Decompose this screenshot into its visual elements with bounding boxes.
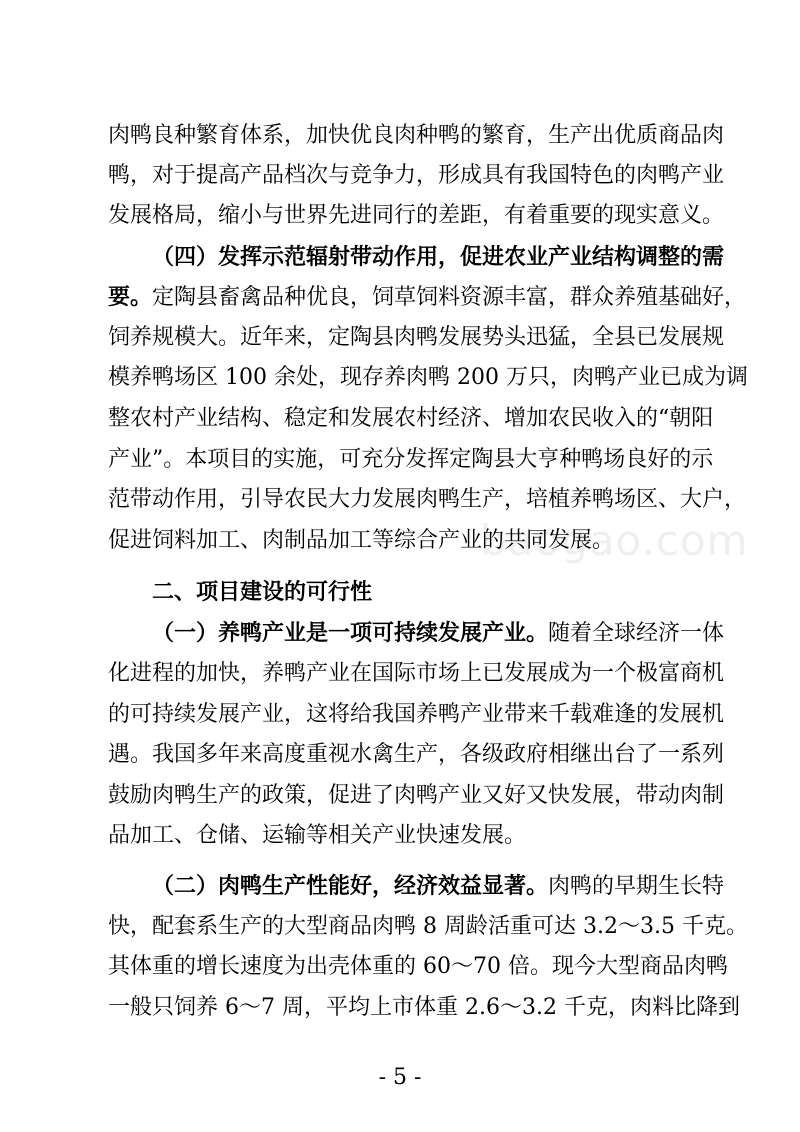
- text-span: 肉鸭的早期生长特: [548, 874, 725, 899]
- text-line: 化进程的加快，养鸭产业在国际市场上已发展成为一个极富商机: [108, 661, 725, 686]
- text-line: 产业”。本项目的实施，可充分发挥定陶县大亨种鸭场良好的示: [108, 447, 714, 472]
- text-line: 整农村产业结构、稳定和发展农村经济、增加农民收入的“朝阳: [108, 406, 714, 431]
- text-line: 的可持续发展产业，这将给我国养鸭产业带来千载难逢的发展机: [108, 702, 725, 727]
- text-line: 发展格局，缩小与世界先进同行的差距，有着重要的现实意义。: [108, 203, 725, 228]
- text-line: 遇。我国多年来高度重视水禽生产，各级政府相继出台了一系列: [108, 742, 725, 767]
- text-line: 品加工、仓储、运输等相关产业快速发展。: [108, 823, 527, 848]
- page-number: - 5 -: [378, 1065, 422, 1090]
- text-line: [152, 620, 725, 649]
- text-line: 饲养规模大。近年来，定陶县肉鸭发展势头迅猛，全县已发展规: [108, 325, 725, 350]
- section-lead-bold: （一）养鸭产业是一项可持续发展产业。: [152, 620, 549, 646]
- text-line: [152, 873, 725, 902]
- watermark: baogao.com: [480, 516, 749, 565]
- section-heading: 二、项目建设的可行性: [152, 579, 373, 605]
- section-lead-bold: （四）发挥示范辐射带动作用，促进农业产业结构调整的需: [152, 244, 725, 270]
- text-line: 鸭，对于提高产品档次与竞争力，形成具有我国特色的肉鸭产业: [108, 163, 725, 188]
- text-line: 快，配套系生产的大型商品肉鸭 8 周龄活重可达 3.2～3.5 千克。: [108, 914, 748, 939]
- text-span: 随着全球经济一体: [548, 621, 725, 646]
- text-line: [108, 284, 747, 313]
- text-line: 鼓励肉鸭生产的政策，促进了肉鸭产业又好又快发展，带动肉制: [108, 783, 725, 808]
- text-line: 肉鸭良种繁育体系，加快优良肉种鸭的繁育，生产出优质商品肉: [108, 123, 725, 148]
- section-lead-bold: 要。: [108, 284, 153, 310]
- text-line: 一般只饲养 6～7 周，平均上市体重 2.6～3.2 千克，肉料比降到: [108, 995, 740, 1020]
- text-line: 范带动作用，引导农民大力发展肉鸭生产，培植养鸭场区、大户，: [108, 487, 747, 512]
- text-line: 其体重的增长速度为出壳体重的 60～70 倍。现今大型商品肉鸭: [108, 954, 728, 979]
- text-line: 模养鸭场区 100 余处，现存养肉鸭 200 万只，肉鸭产业已成为调: [108, 365, 748, 390]
- section-lead-bold: （二）肉鸭生产性能好，经济效益显著。: [152, 873, 549, 899]
- text-span: 定陶县畜禽品种优良，饲草饲料资源丰富，群众养殖基础好，: [152, 285, 747, 310]
- text-line: 促进饲料加工、肉制品加工等综合产业的共同发展。: [108, 528, 615, 553]
